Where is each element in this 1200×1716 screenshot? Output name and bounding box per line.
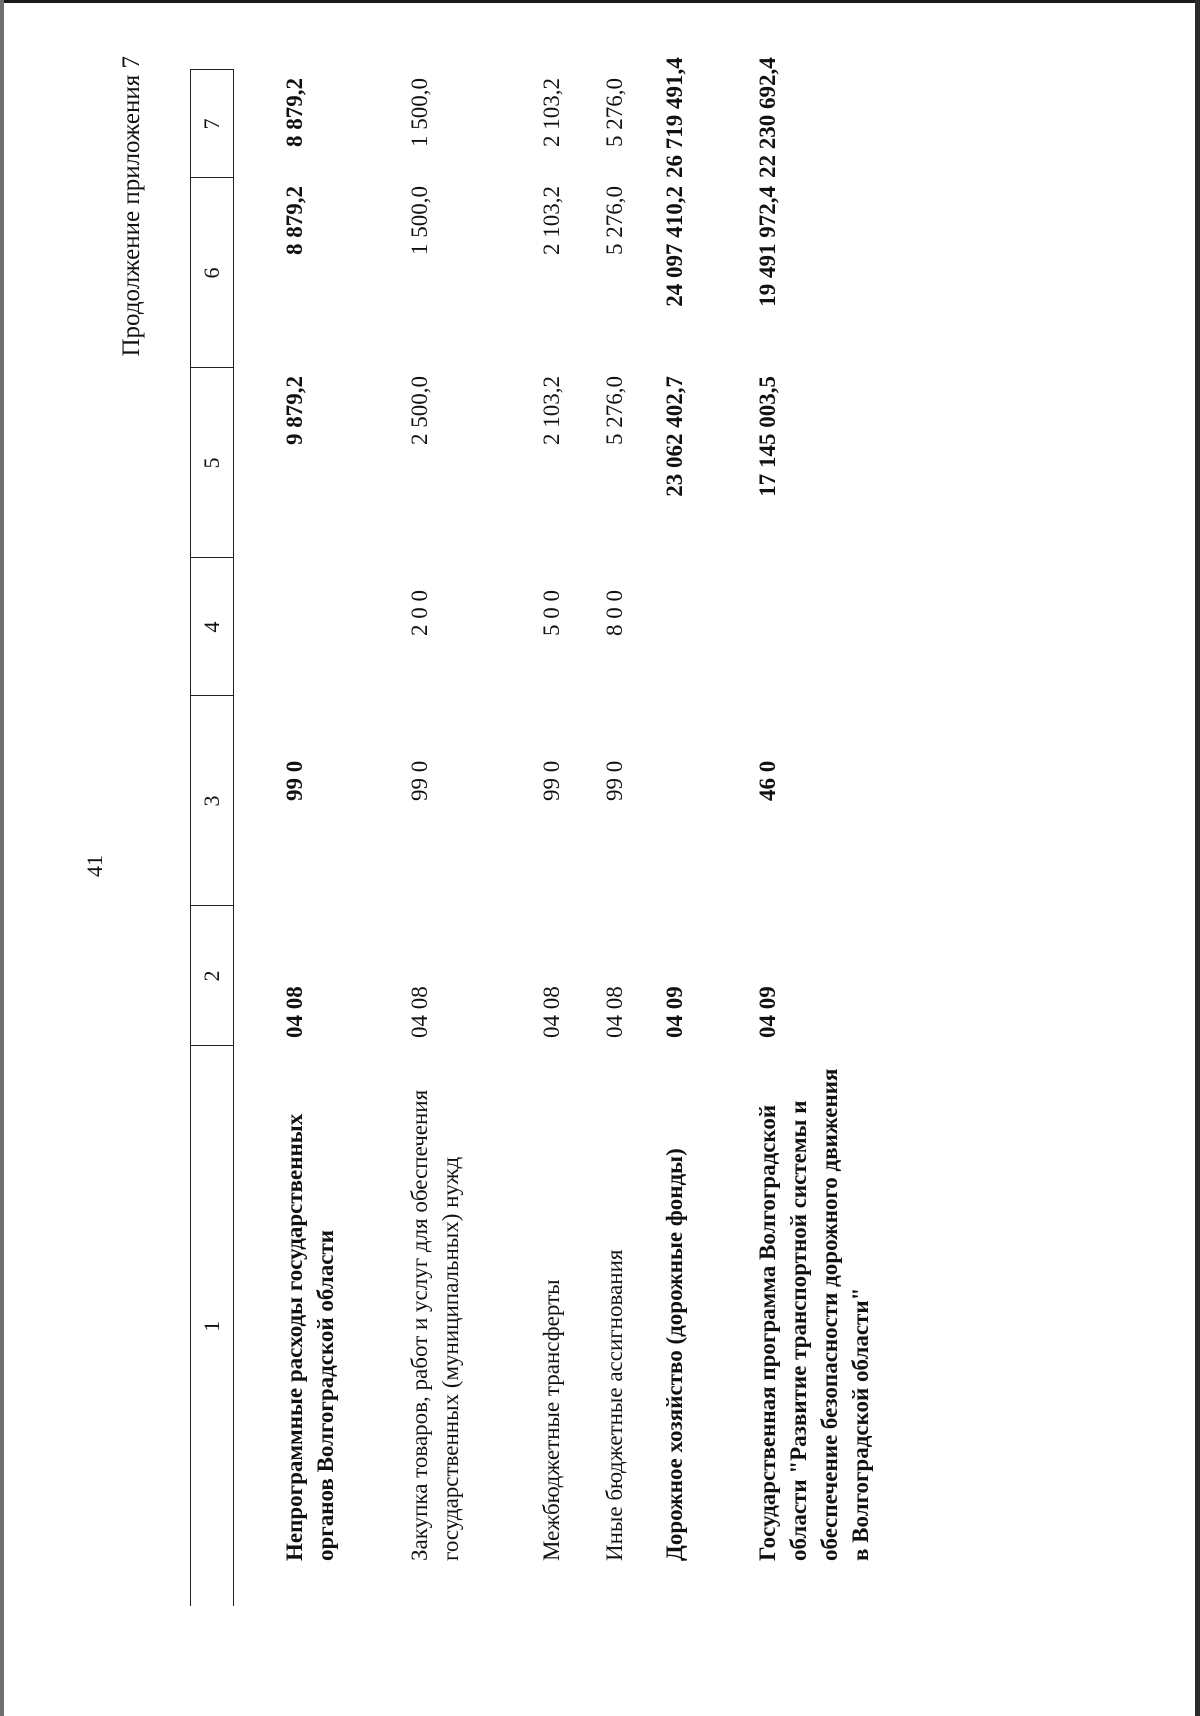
row-amount-7: 5 276,0 — [602, 78, 627, 147]
table-row — [234, 70, 405, 1606]
row-amount-5: 23 062 402,7 — [662, 376, 687, 497]
row-name: Непрограммные расходы государственных органов Волгоградской области — [282, 1113, 338, 1561]
row-amount-7: 2 103,2 — [539, 78, 564, 147]
row-section: 04 08 — [282, 986, 307, 1038]
row-name: Закупка товаров, работ и услуг для обеспечения государственных (муниципальных) нужд — [407, 1089, 463, 1561]
table-row — [752, 70, 972, 1606]
row-program: 99 0 — [602, 760, 627, 801]
row-program: 99 0 — [407, 760, 432, 801]
row-amount-6: 1 500,0 — [407, 186, 432, 255]
header-col-5: 5 — [191, 368, 234, 558]
row-program: 46 0 — [755, 760, 780, 801]
table-row — [404, 70, 536, 1606]
row-section: 04 09 — [662, 986, 687, 1038]
row-amount-7: 1 500,0 — [407, 78, 432, 147]
header-col-6: 6 — [191, 178, 234, 368]
table-row — [599, 70, 659, 1606]
row-expense-type — [234, 558, 405, 696]
table-row — [536, 70, 599, 1606]
row-section: 04 08 — [407, 986, 432, 1038]
row-name: Государственная программа Волгоградской области "Развитие транспортной системы и обеспечение безопасности дорожного движения в Волгоградской области" — [755, 1068, 873, 1561]
row-amount-5: 5 276,0 — [602, 376, 627, 445]
row-amount-6: 5 276,0 — [602, 186, 627, 255]
row-amount-5: 2 103,2 — [539, 376, 564, 445]
table-body — [234, 57, 973, 1606]
row-program: 99 0 — [539, 760, 564, 801]
header-col-2: 2 — [191, 906, 234, 1046]
row-section: 04 08 — [602, 986, 627, 1038]
table-header — [191, 70, 234, 1606]
row-expense-type: 2 0 0 — [407, 590, 432, 636]
row-amount-5: 9 879,2 — [282, 376, 307, 445]
header-col-4: 4 — [191, 558, 234, 696]
row-amount-6: 19 491 972,4 — [755, 186, 780, 307]
row-expense-type — [752, 558, 972, 696]
header-col-3: 3 — [191, 696, 234, 906]
row-section: 04 09 — [755, 986, 780, 1038]
continuation-label: Продолжение приложения 7 — [118, 56, 145, 357]
row-amount-5: 2 500,0 — [407, 376, 432, 445]
row-program — [659, 696, 752, 906]
page-number: 41 — [82, 855, 107, 877]
row-name: Дорожное хозяйство (дорожные фонды) — [662, 1148, 687, 1561]
row-amount-7: 8 879,2 — [282, 78, 307, 147]
row-amount-7: 22 230 692,4 — [755, 57, 780, 178]
row-amount-6: 24 097 410,2 — [662, 186, 687, 307]
row-amount-6: 2 103,2 — [539, 186, 564, 255]
row-expense-type: 5 0 0 — [539, 590, 564, 636]
header-row — [191, 70, 234, 1606]
table-row — [659, 70, 752, 1606]
row-name: Иные бюджетные ассигнования — [602, 1249, 627, 1561]
budget-table — [190, 57, 972, 1607]
header-col-1: 1 — [191, 1046, 234, 1606]
row-expense-type: 8 0 0 — [602, 590, 627, 636]
row-name: Межбюджетные трансферты — [539, 1279, 564, 1561]
row-expense-type — [659, 558, 752, 696]
row-section: 04 08 — [539, 986, 564, 1038]
row-amount-5: 17 145 003,5 — [755, 376, 780, 497]
row-amount-6: 8 879,2 — [282, 186, 307, 255]
header-col-7: 7 — [191, 70, 234, 178]
row-amount-7: 26 719 491,4 — [662, 57, 687, 178]
row-program: 99 0 — [282, 760, 307, 801]
